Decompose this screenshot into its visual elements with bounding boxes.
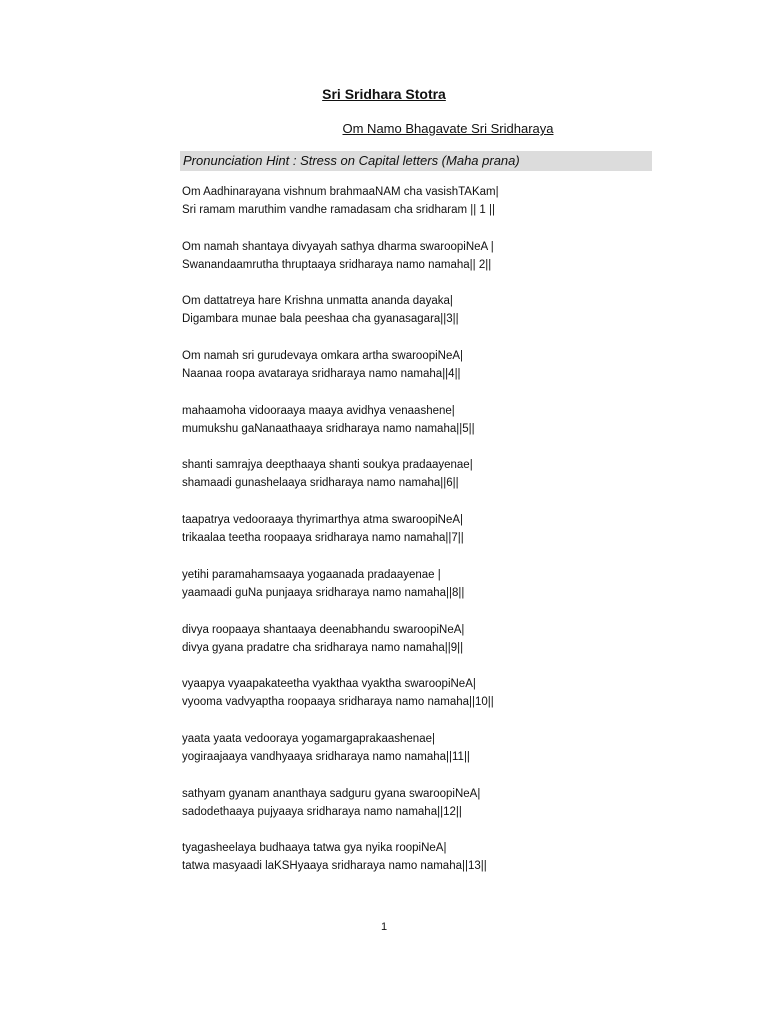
- verse-line: yogiraajaaya vandhyaaya sridharaya namo namaha||11||: [182, 750, 470, 763]
- verse-block: [182, 347, 682, 402]
- verse-line: tatwa masyaadi laKSHyaaya sridharaya namo namaha||13||: [182, 860, 487, 873]
- verse-block: [182, 511, 682, 566]
- verse-line: tyagasheelaya budhaaya tatwa gya nyika roopiNeA|: [182, 842, 447, 855]
- verse-line: Om Aadhinarayana vishnum brahmaaNAM cha vasishTAKam|: [182, 186, 499, 198]
- verse-block: [182, 621, 682, 676]
- verse-block: [182, 456, 682, 511]
- subtitle-text: Om Namo Bhagavate Sri Sridharaya: [342, 121, 554, 136]
- verse-block: [182, 183, 682, 238]
- verse-line: yaamaadi guNa punjaaya sridharaya namo namaha||8||: [182, 586, 465, 599]
- verse-line: yaata yaata vedooraya yogamargaprakaashenae|: [182, 732, 435, 745]
- verse-line: shamaadi gunashelaaya sridharaya namo namaha||6||: [182, 477, 459, 490]
- verse-line: divya roopaaya shantaaya deenabhandu swaroopiNeA|: [182, 623, 465, 636]
- verse-block: [182, 238, 682, 293]
- verse-line: Naanaa roopa avataraya sridharaya namo namaha||4||: [182, 368, 461, 381]
- verse-line: sathyam gyanam ananthaya sadguru gyana swaroopiNeA|: [182, 787, 481, 800]
- verse-list: [182, 183, 682, 894]
- verse-line: yetihi paramahamsaaya yogaanada pradaayenae |: [182, 568, 441, 581]
- verse-block: [182, 839, 682, 894]
- verse-block: [182, 292, 682, 347]
- verse-line: taapatrya vedooraaya thyrimarthya atma swaroopiNeA|: [182, 514, 464, 527]
- verse-block: [182, 675, 682, 730]
- invocation-subtitle: [0, 121, 768, 136]
- verse-line: shanti samrajya deepthaaya shanti soukya pradaayenae|: [182, 459, 473, 472]
- verse-block: [182, 566, 682, 621]
- pronunciation-hint: Pronunciation Hint : Stress on Capital letters (Maha prana): [180, 151, 652, 171]
- verse-block: [182, 402, 682, 457]
- verse-line: mahaamoha vidooraaya maaya avidhya venaashene|: [182, 404, 455, 417]
- verse-line: Om namah shantaya divyayah sathya dharma swaroopiNeA |: [182, 240, 494, 253]
- verse-block: [182, 785, 682, 840]
- verse-line: Swanandaamrutha thruptaaya sridharaya namo namaha|| 2||: [182, 258, 492, 271]
- verse-line: Digambara munae bala peeshaa cha gyanasagara||3||: [182, 313, 459, 326]
- verse-line: sadodethaaya pujyaaya sridharaya namo namaha||12||: [182, 805, 462, 818]
- verse-line: vyooma vadvyaptha roopaaya sridharaya namo namaha||10||: [182, 696, 494, 709]
- page-title: Sri Sridhara Stotra: [322, 86, 446, 102]
- verse-line: trikaalaa teetha roopaaya sridharaya namo namaha||7||: [182, 532, 464, 545]
- page-number: 1: [380, 921, 388, 933]
- verse-line: Om namah sri gurudevaya omkara artha swaroopiNeA|: [182, 350, 464, 363]
- verse-line: mumukshu gaNanaathaaya sridharaya namo namaha||5||: [182, 422, 475, 435]
- verse-block: [182, 730, 682, 785]
- verse-line: divya gyana pradatre cha sridharaya namo namaha||9||: [182, 641, 464, 654]
- verse-line: Sri ramam maruthim vandhe ramadasam cha sridharam || 1 ||: [182, 204, 495, 216]
- verse-line: vyaapya vyaapakateetha vyakthaa vyaktha swaroopiNeA|: [182, 678, 476, 691]
- verse-line: Om dattatreya hare Krishna unmatta ananda dayaka|: [182, 295, 453, 308]
